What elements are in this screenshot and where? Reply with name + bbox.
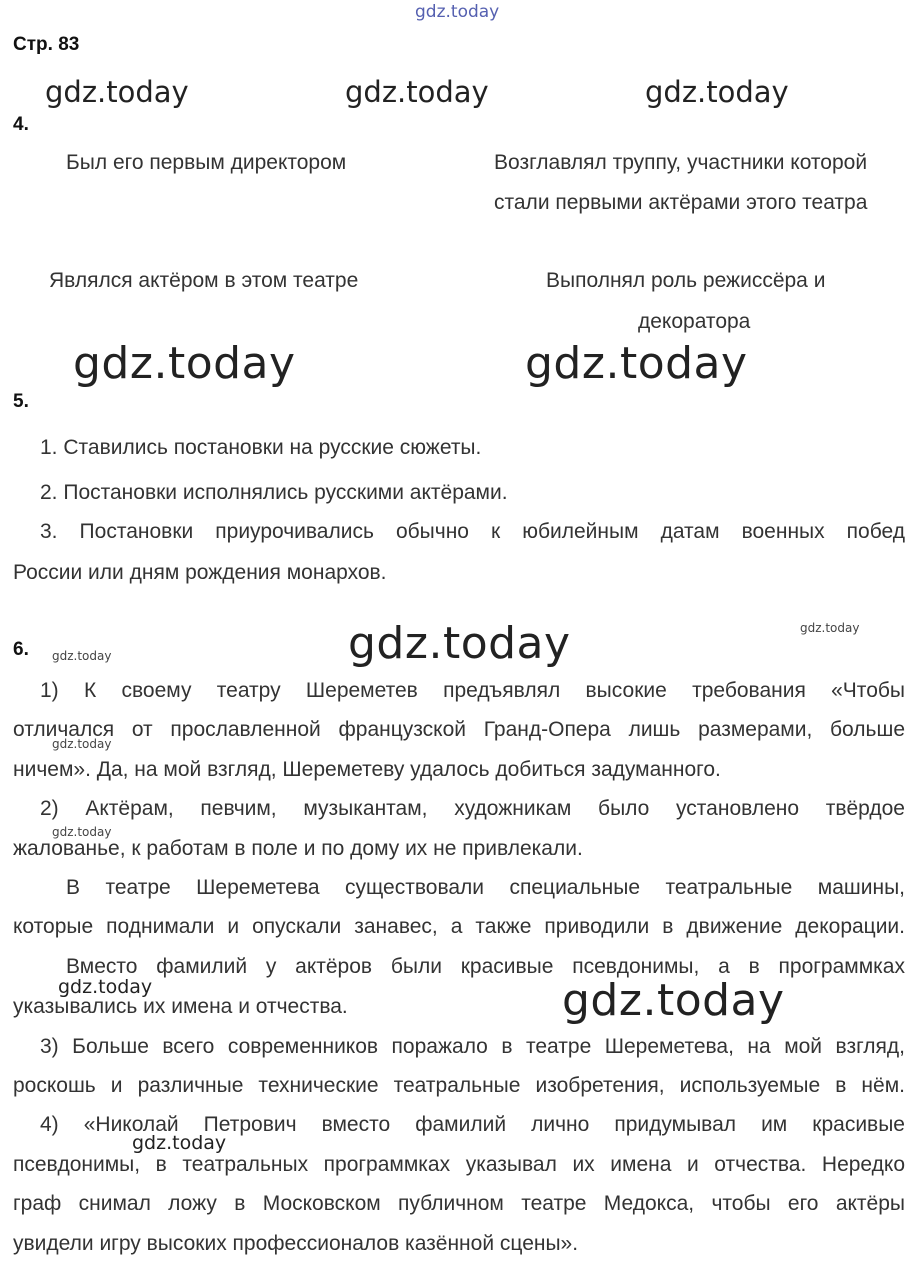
paragraph-line: 1) К своему театру Шереметев предъявлял высокие требования «Чтобы — [40, 679, 905, 702]
task-number: 5. — [13, 391, 29, 412]
paragraph-line: указывались их имена и отчества. — [13, 995, 348, 1018]
watermark: gdz.today — [525, 338, 748, 389]
task4-cell: Возглавлял труппу, участники которой — [494, 151, 868, 174]
watermark: gdz.today — [800, 621, 860, 635]
list-item: 2. Постановки исполнялись русскими актёрами. — [40, 481, 508, 504]
watermark: gdz.today — [45, 75, 189, 109]
task4-cell: стали первыми актёрами этого театра — [494, 191, 868, 214]
watermark: gdz.today — [132, 1132, 227, 1154]
paragraph-line: которые поднимали и опускали занавес, а также приводили в движение декорации. — [13, 915, 905, 938]
paragraph-line: граф снимал ложу в Московском публичном театре Медокса, чтобы его актёры — [13, 1192, 905, 1215]
task-number: 6. — [13, 639, 29, 660]
paragraph-line: ничем». Да, на мой взгляд, Шереметеву удалось добиться задуманного. — [13, 758, 721, 781]
watermark: gdz.today — [562, 975, 785, 1026]
list-item: 1. Ставились постановки на русские сюжеты. — [40, 436, 482, 459]
paragraph-line: 3) Больше всего современников поражало в театре Шереметева, на мой взгляд, — [40, 1035, 905, 1058]
paragraph-line: 2) Актёрам, певчим, музыкантам, художникам было установлено твёрдое — [40, 797, 905, 820]
watermark: gdz.today — [73, 338, 296, 389]
paragraph-line: В театре Шереметева существовали специальные театральные машины, — [66, 876, 905, 899]
paragraph-line: увидели игру высоких профессионалов казённой сцены». — [13, 1232, 579, 1255]
watermark: gdz.today — [645, 75, 789, 109]
paragraph-line: псевдонимы, в театральных программках указывал их имена и отчества. Нередко — [13, 1153, 905, 1176]
task4-cell: Был его первым директором — [66, 151, 347, 174]
watermark: gdz.today — [52, 649, 112, 663]
paragraph-line: 4) «Николай Петрович вместо фамилий лично придумывал им красивые — [40, 1113, 905, 1136]
task4-cell: декоратора — [638, 310, 751, 333]
watermark: gdz.today — [348, 618, 571, 669]
watermark: gdz.today — [52, 825, 112, 839]
paragraph-line: жалованье, к работам в поле и по дому их не привлекали. — [13, 837, 583, 860]
paragraph-line: роскошь и различные технические театральные изобретения, используемые в нём. — [13, 1074, 905, 1097]
paragraph-line: Вместо фамилий у актёров были красивые псевдонимы, а в программках — [66, 955, 905, 978]
paragraph-line: отличался от прославленной французской Гранд-Опера лишь размерами, больше — [13, 718, 905, 741]
watermark: gdz.today — [58, 976, 153, 998]
task-number: 4. — [13, 114, 29, 135]
list-item: 3. Постановки приурочивались обычно к юбилейным датам военных побед — [40, 520, 905, 543]
watermark: gdz.today — [52, 737, 112, 751]
list-item: России или дням рождения монархов. — [13, 561, 387, 584]
watermark: gdz.today — [415, 2, 500, 22]
task4-cell: Выполнял роль режиссёра и — [546, 269, 826, 292]
task4-cell: Являлся актёром в этом театре — [49, 269, 359, 292]
page-title: Стр. 83 — [13, 34, 80, 55]
watermark: gdz.today — [345, 75, 489, 109]
